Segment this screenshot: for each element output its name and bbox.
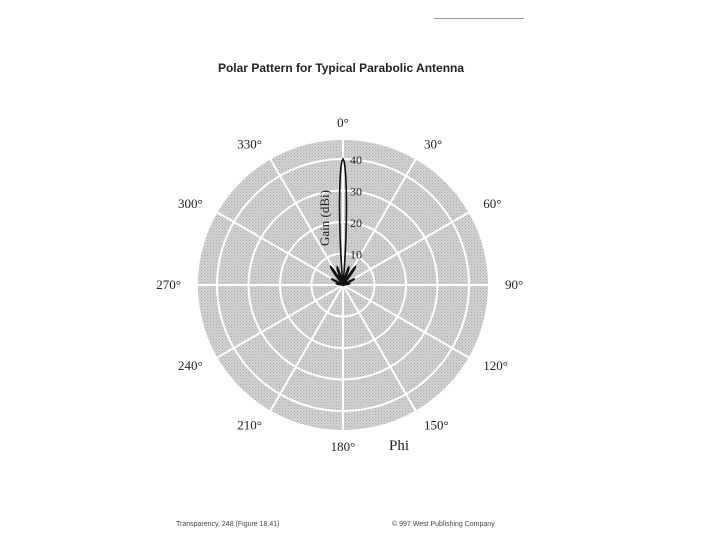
radial-tick-40: 40 [350, 153, 362, 167]
angle-label-120: 120° [483, 358, 509, 373]
angle-label-0: 0° [337, 115, 349, 130]
angle-label-270: 270° [156, 277, 181, 292]
footer-left: Transparency, 248 (Figure 18.41) [176, 521, 280, 528]
angular-axis-label: Phi [389, 438, 410, 454]
chart-title: Polar Pattern for Typical Parabolic Antenna [217, 61, 465, 75]
footer-right: © 997 West Publishing Company [392, 521, 495, 528]
angle-label-150: 150° [424, 417, 449, 433]
radial-tick-30: 30 [350, 184, 362, 199]
angle-label-60: 60° [483, 196, 502, 211]
radial-tick-20: 20 [350, 216, 362, 230]
angle-label-180: 180° [330, 439, 356, 454]
angle-label-300: 300° [177, 196, 203, 211]
radial-tick-10: 10 [350, 247, 362, 262]
angle-label-330: 330° [237, 136, 262, 152]
angle-label-240: 240° [177, 358, 203, 373]
angle-label-90: 90° [505, 277, 524, 292]
radial-axis-label: Gain (dBi) [317, 190, 332, 246]
angle-label-210: 210° [237, 417, 262, 433]
angle-label-30: 30° [424, 136, 443, 152]
